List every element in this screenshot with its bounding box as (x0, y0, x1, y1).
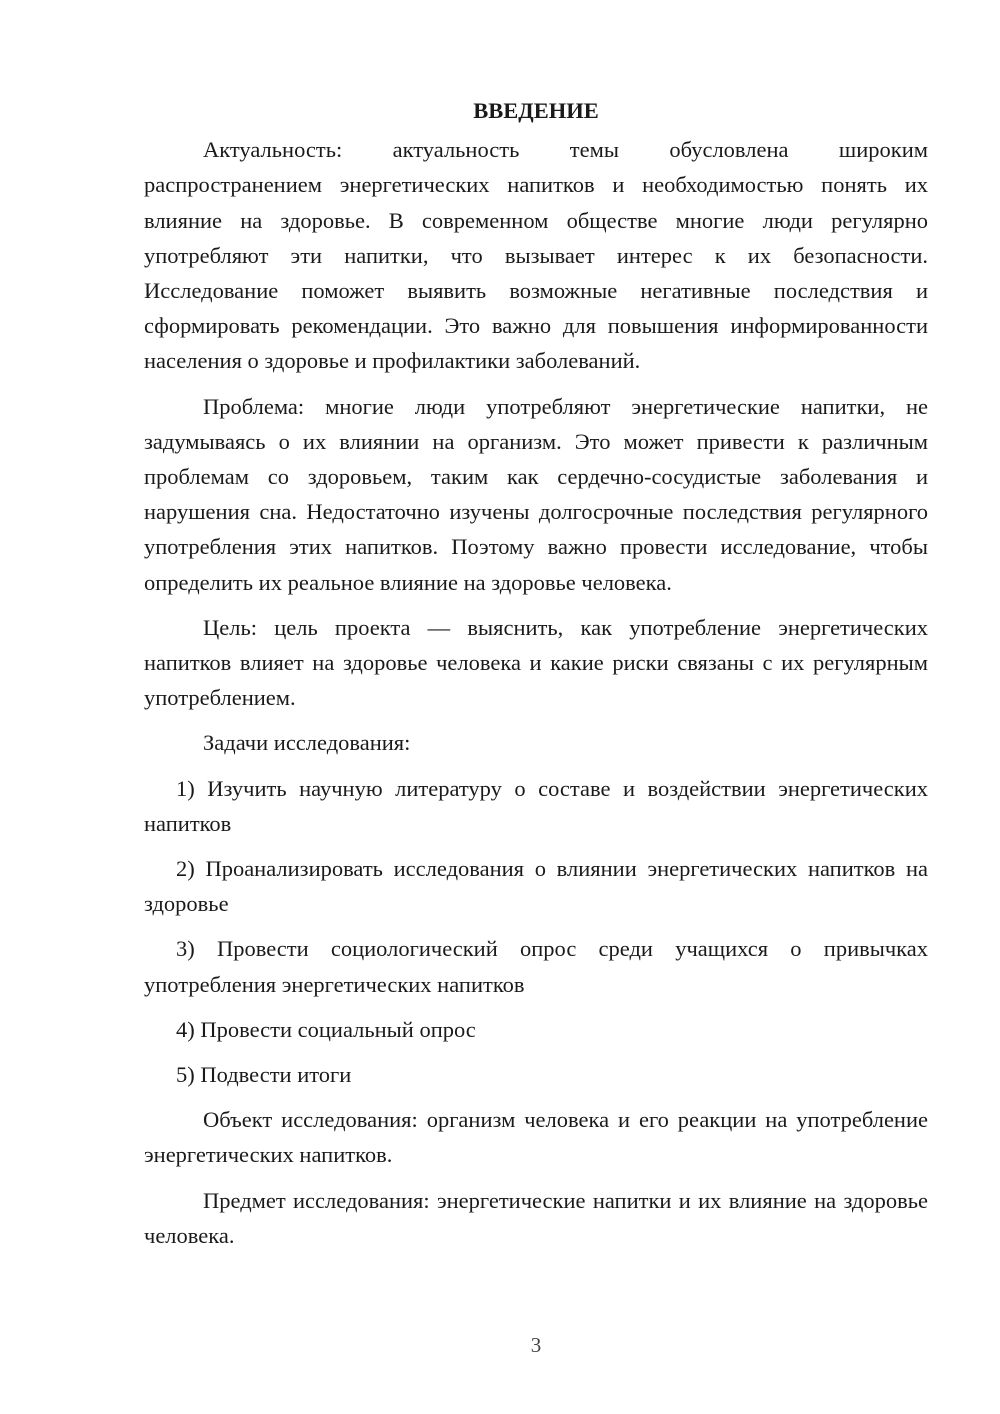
page-number: 3 (530, 1333, 542, 1357)
task-item-5: 5) Подвести итоги (176, 1062, 352, 1088)
relevance-paragraph: Актуальность: актуальность темы обусловлена широким распространением энергетических напитков и необходимостью понять их влияние на здоровье. В современном обществе многие люди регулярно употребляют эти напитки, что вызывает интерес к их безопасности. Исследование поможет выявить возможные негативные последствия и сформировать рекомендации. Это важно для повышения информированности населения о здоровье и профилактики заболеваний. (144, 137, 928, 374)
problem-paragraph: Проблема: многие люди употребляют энергетические напитки, не задумываясь о их влиянии на организм. Это может привести к различным проблемам со здоровьем, таким как сердечно-сосудистые заболевания и нарушения сна. Недостаточно изучены долгосрочные последствия регулярного употребления этих напитков. Поэтому важно провести исследование, чтобы определить их реальное влияние на здоровье человека. (144, 393, 928, 595)
object-paragraph: Объект исследования: организм человека и его реакции на употребление энергетических напитков. (144, 1107, 928, 1168)
subject-paragraph: Предмет исследования: энергетические напитки и их влияние на здоровье человека. (144, 1187, 928, 1248)
goal-paragraph: Цель: цель проекта — выяснить, как употребление энергетических напитков влияет на здоровье человека и какие риски связаны с их регулярным употреблением. (144, 614, 928, 711)
task-item-3: 3) Провести социологический опрос среди учащихся о привычках употребления энергетических напитков (144, 936, 928, 997)
tasks-heading: Задачи исследования: (203, 730, 411, 756)
task-item-2: 2) Проанализировать исследования о влиянии энергетических напитков на здоровье (144, 856, 928, 917)
document-page (144, 93, 928, 1263)
task-item-1: 1) Изучить научную литературу о составе и воздействии энергетических напитков (144, 775, 928, 836)
page-title: ВВЕДЕНИЕ (473, 98, 599, 123)
task-item-4: 4) Провести социальный опрос (176, 1016, 476, 1042)
